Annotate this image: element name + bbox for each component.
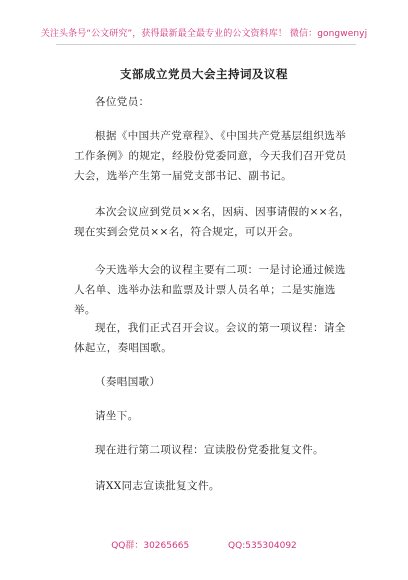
footer-qq: QQ:535304092	[228, 541, 297, 551]
document-title: 支部成立党员大会主持词及议程	[120, 67, 288, 81]
paragraph-4: 现在，我们正式召开会议。会议的第一项议程：请全体起立，奏唱国歌。	[74, 322, 346, 354]
paragraph-2: 本次会议应到党员××名，因病、因事请假的××名，现在实到会党员××名，符合规定，可以开会。	[74, 206, 350, 238]
paragraph-6: 请坐下。	[95, 410, 139, 422]
footer	[0, 538, 408, 551]
paragraph-7: 现在进行第二项议程：宣读股份党委批复文件。	[95, 444, 324, 456]
paragraph-8: 请XX同志宣读批复文件。	[95, 480, 220, 492]
header-divider	[56, 44, 356, 45]
salutation: 各位党员：	[95, 96, 150, 108]
header-banner: 关注头条号“公文研究”，获得最新最全最专业的公文资料库！ 微信：gongwenyj	[40, 29, 368, 39]
footer-qq-group: QQ群：30265665	[111, 541, 190, 551]
paragraph-3: 今天选举大会的议程主要有二项：一是讨论通过候选人名单、选举办法和监票及计票人员名单；二是实施选举。	[74, 264, 346, 316]
paragraph-5: （奏唱国歌）	[95, 376, 161, 388]
paragraph-1: 根据《中国共产党章程》、《中国共产党基层组织选举工作条例》的规定，经股份党委同意，今天我们召开党员大会，选举产生第一届党支部书记、副书记。	[74, 130, 347, 182]
